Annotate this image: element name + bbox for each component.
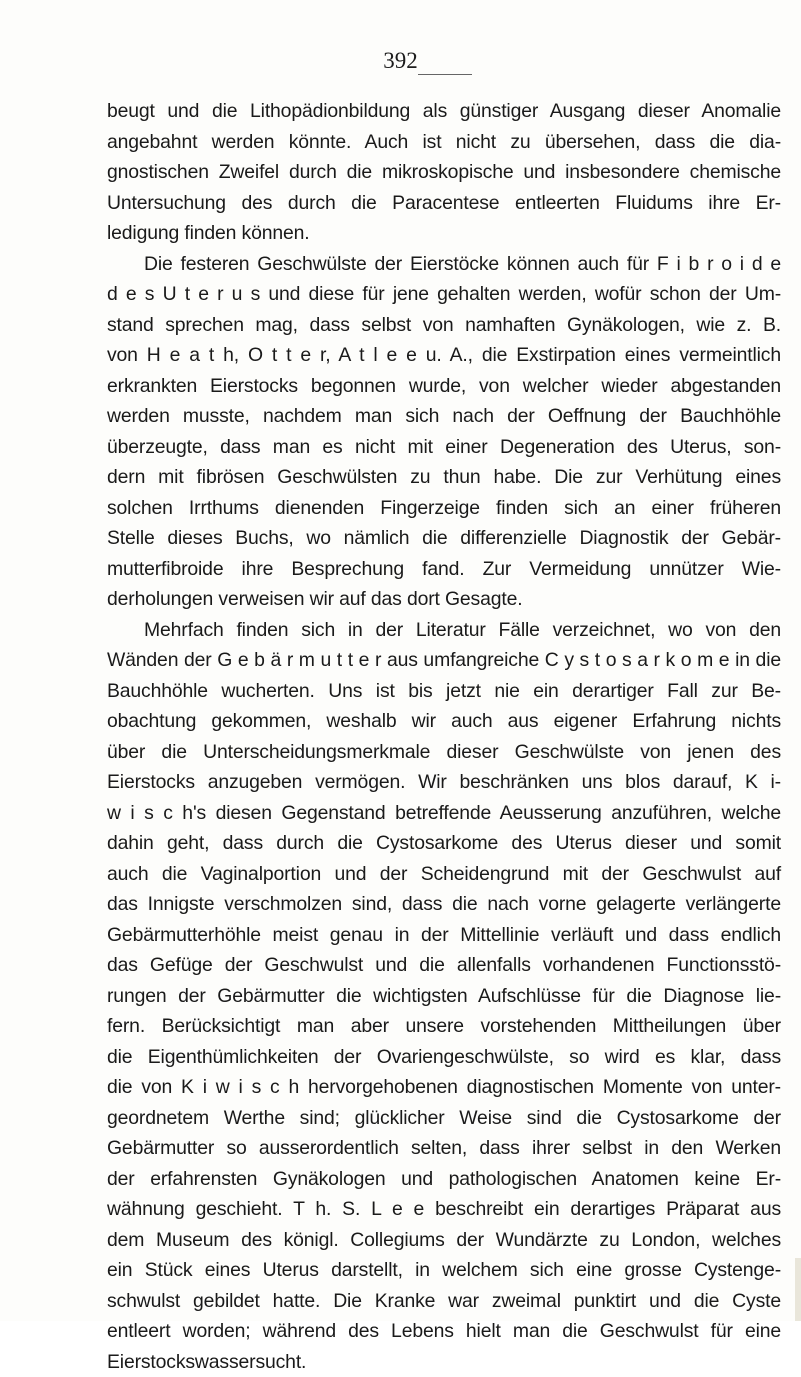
text-line: beugt und die Lithopädionbildung als günstiger Ausgang dieser Anomalie xyxy=(107,96,781,127)
page-edge-shadow xyxy=(795,1258,801,1321)
text-line: das Gefüge der Geschwulst und die allenfalls vorhandenen Functionsstö- xyxy=(107,950,781,981)
text-line: ein Stück eines Uterus darstellt, in welchem sich eine grosse Cystenge- xyxy=(107,1255,781,1286)
text-line: werden musste, nachdem man sich nach der Oeffnung der Bauchhöhle xyxy=(107,401,781,432)
text-line: entleert worden; während des Lebens hielt man die Geschwulst für eine xyxy=(107,1316,781,1347)
text-line: ledigung finden können. xyxy=(107,218,781,249)
text-line: Stelle dieses Buchs, wo nämlich die differenzielle Diagnostik der Gebär- xyxy=(107,523,781,554)
text-line: über die Unterscheidungsmerkmale dieser Geschwülste von jenen des xyxy=(107,737,781,768)
text-line: dern mit fibrösen Geschwülsten zu thun habe. Die zur Verhütung eines xyxy=(107,462,781,493)
text-line: Untersuchung des durch die Paracentese entleerten Fluidums ihre Er- xyxy=(107,188,781,219)
text-line: schwulst gebildet hatte. Die Kranke war zweimal punktirt und die Cyste xyxy=(107,1286,781,1317)
text-line: die Eigenthümlichkeiten der Ovariengeschwülste, so wird es klar, dass xyxy=(107,1042,781,1073)
text-line: Gebärmutterhöhle meist genau in der Mittellinie verläuft und dass endlich xyxy=(107,920,781,951)
page-number-text: 392 xyxy=(383,48,418,73)
text-line: überzeugte, dass man es nicht mit einer Degeneration des Uterus, son- xyxy=(107,432,781,463)
text-line: Gebärmutter so ausserordentlich selten, dass ihrer selbst in den Werken xyxy=(107,1133,781,1164)
text-line: stand sprechen mag, dass selbst von namhaften Gynäkologen, wie z. B. xyxy=(107,310,781,341)
text-line: die von K i w i s c h hervorgehobenen diagnostischen Momente von unter- xyxy=(107,1072,781,1103)
text-line: fern. Berücksichtigt man aber unsere vorstehenden Mittheilungen über xyxy=(107,1011,781,1042)
text-line: das Innigste verschmolzen sind, dass die nach vorne gelagerte verlängerte xyxy=(107,889,781,920)
text-line: Eierstocks anzugeben vermögen. Wir beschränken uns blos darauf, K i- xyxy=(107,767,781,798)
paragraph-2 xyxy=(107,249,781,615)
text-line: dem Museum des königl. Collegiums der Wundärzte zu London, welches xyxy=(107,1225,781,1256)
text-line: obachtung gekommen, weshalb wir auch aus eigener Erfahrung nichts xyxy=(107,706,781,737)
text-line: derholungen verweisen wir auf das dort Gesagte. xyxy=(107,584,781,615)
text-line: Wänden der G e b ä r m u t t e r aus umfangreiche C y s t o s a r k o m e in die xyxy=(107,645,781,676)
text-line: d e s U t e r u s und diese für jene gehalten werden, wofür schon der Um- xyxy=(107,279,781,310)
text-line: Eierstockswassersucht. xyxy=(107,1347,781,1377)
paragraph-3 xyxy=(107,615,781,1377)
text-line: der erfahrensten Gynäkologen und pathologischen Anatomen keine Er- xyxy=(107,1164,781,1195)
text-line: geordnetem Werthe sind; glücklicher Weise sind die Cystosarkome der xyxy=(107,1103,781,1134)
text-line: Die festeren Geschwülste der Eierstöcke können auch für F i b r o i d e xyxy=(107,249,781,280)
page-number xyxy=(0,48,801,74)
text-line: erkrankten Eierstocks begonnen wurde, von welcher wieder abgestanden xyxy=(107,371,781,402)
text-line: w i s c h's diesen Gegenstand betreffende Aeusserung anzuführen, welche xyxy=(107,798,781,829)
text-line: mutterfibroide ihre Besprechung fand. Zur Vermeidung unnützer Wie- xyxy=(107,554,781,585)
text-line: auch die Vaginalportion und der Scheidengrund mit der Geschwulst auf xyxy=(107,859,781,890)
text-line: von H e a t h, O t t e r, A t l e e u. A., die Exstirpation eines vermeintlich xyxy=(107,340,781,371)
text-line: gnostischen Zweifel durch die mikroskopische und insbesondere chemische xyxy=(107,157,781,188)
text-line: dahin geht, dass durch die Cystosarkome des Uterus dieser und somit xyxy=(107,828,781,859)
text-line: rungen der Gebärmutter die wichtigsten Aufschlüsse für die Diagnose lie- xyxy=(107,981,781,1012)
page-number-rule xyxy=(418,74,472,75)
text-line: angebahnt werden könnte. Auch ist nicht zu übersehen, dass die dia- xyxy=(107,127,781,158)
text-line: wähnung geschieht. T h. S. L e e beschreibt ein derartiges Präparat aus xyxy=(107,1194,781,1225)
body-text xyxy=(107,96,781,1377)
paragraph-1 xyxy=(107,96,781,249)
text-line: Mehrfach finden sich in der Literatur Fälle verzeichnet, wo von den xyxy=(107,615,781,646)
text-line: solchen Irrthums dienenden Fingerzeige finden sich an einer früheren xyxy=(107,493,781,524)
text-line: Bauchhöhle wucherten. Uns ist bis jetzt nie ein derartiger Fall zur Be- xyxy=(107,676,781,707)
